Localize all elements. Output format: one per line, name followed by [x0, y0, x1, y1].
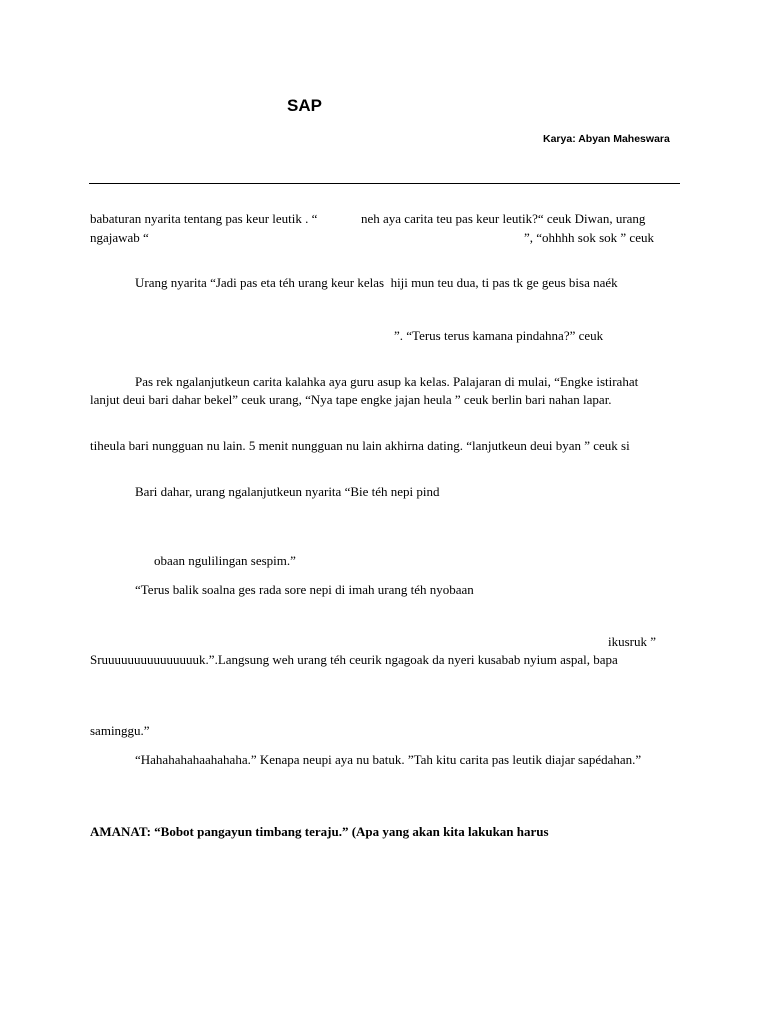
text-line: tiheula bari nungguan nu lain. 5 menit nungguan nu lain akhirna dating. “lanjutkeun deui byan ” ceuk si: [90, 438, 630, 453]
text-line: lanjut deui bari dahar bekel” ceuk urang, “Nya tape engke jajan heula ” ceuk berlin bari nahan lapar.: [90, 392, 612, 407]
text-line: ngajawab “: [90, 230, 149, 245]
text-line: neh aya carita teu pas keur leutik?“ ceuk Diwan, urang: [361, 211, 646, 226]
text-line: babaturan nyarita tentang pas keur leutik . “: [90, 211, 318, 226]
text-line: ”, “ohhhh sok sok ” ceuk: [524, 230, 654, 245]
text-line: Urang nyarita “Jadi pas eta téh urang keur kelas hiji mun teu dua, ti pas tk ge geus bisa naék: [135, 275, 618, 290]
text-line: Bari dahar, urang ngalanjutkeun nyarita “Bie téh nepi pind: [135, 484, 440, 499]
document-title: SAP: [287, 96, 322, 115]
text-line: obaan ngulilingan sespim.”: [154, 553, 296, 568]
amanat-line: AMANAT: “Bobot pangayun timbang teraju.” (Apa yang akan kita lakukan harus: [90, 824, 549, 839]
header-divider: [89, 183, 680, 184]
text-line: Sruuuuuuuuuuuuuuuk.”.Langsung weh urang téh ceurik ngagoak da nyeri kusabab nyium aspal, bapa: [90, 652, 618, 667]
text-line: ikusruk ”: [608, 634, 657, 649]
text-line: “Terus balik soalna ges rada sore nepi di imah urang téh nyobaan: [135, 582, 474, 597]
text-line: Pas rek ngalanjutkeun carita kalahka aya guru asup ka kelas. Palajaran di mulai, “Engke istirahat: [135, 374, 639, 389]
text-line: “Hahahahahaahahaha.” Kenapa neupi aya nu batuk. ”Tah kitu carita pas leutik diajar sapédahan.”: [135, 752, 642, 767]
text-line: ”. “Terus terus kamana pindahna?” ceuk: [394, 328, 604, 343]
document-author: Karya: Abyan Maheswara: [543, 133, 670, 145]
text-line: saminggu.”: [90, 723, 150, 738]
